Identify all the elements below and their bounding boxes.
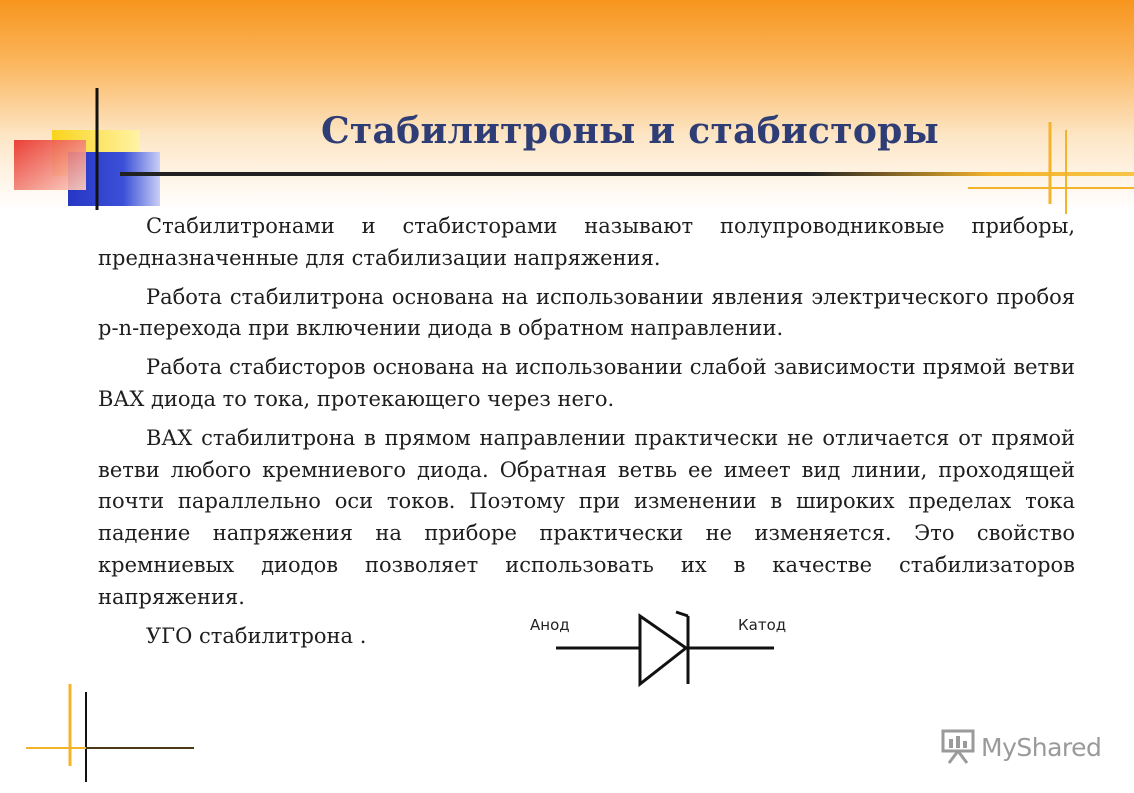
slide-title: Стабилитроны и стабисторы	[320, 110, 940, 152]
paragraph-iv-characteristic: ВАХ стабилитрона в прямом направлении практически не отличается от прямой ветви любого кремниевого диода. Обратная ветвь ее имеет вид линии, проходящей почти параллельно оси токов. Поэтому при изменении в широких пределах тока падение напряжения на приборе практически не изменяется. Это свойство кремниевых диодов позволяет использовать их в качестве стабилизаторов напряжения.	[98, 425, 1075, 609]
decorative-squares-top-left	[0, 80, 200, 220]
paragraph-stabistor-principle: Работа стабисторов основана на использовании слабой зависимости прямой ветви ВАХ диода то тока, протекающего через него.	[98, 355, 1075, 411]
decorative-lines-bottom-left	[20, 680, 200, 790]
diode-triangle	[640, 616, 686, 684]
presentation-board-icon	[941, 729, 975, 765]
myshared-watermark	[941, 727, 1101, 767]
paragraph-definition: Стабилитронами и стабисторами называют полупроводниковые приборы, предназначенные для стабилизации напряжения.	[98, 214, 1075, 270]
slide-body	[98, 211, 1075, 659]
watermark-text: MyShared	[981, 732, 1102, 762]
cathode-label: Катод	[738, 616, 787, 634]
zener-bend-top	[676, 612, 688, 616]
paragraph-symbol-caption: УГО стабилитрона .	[146, 623, 367, 648]
paragraph-zener-principle: Работа стабилитрона основана на использовании явления электрического пробоя p-n-перехода при включении диода в обратном направлении.	[98, 284, 1075, 341]
anode-label: Анод	[530, 616, 570, 634]
